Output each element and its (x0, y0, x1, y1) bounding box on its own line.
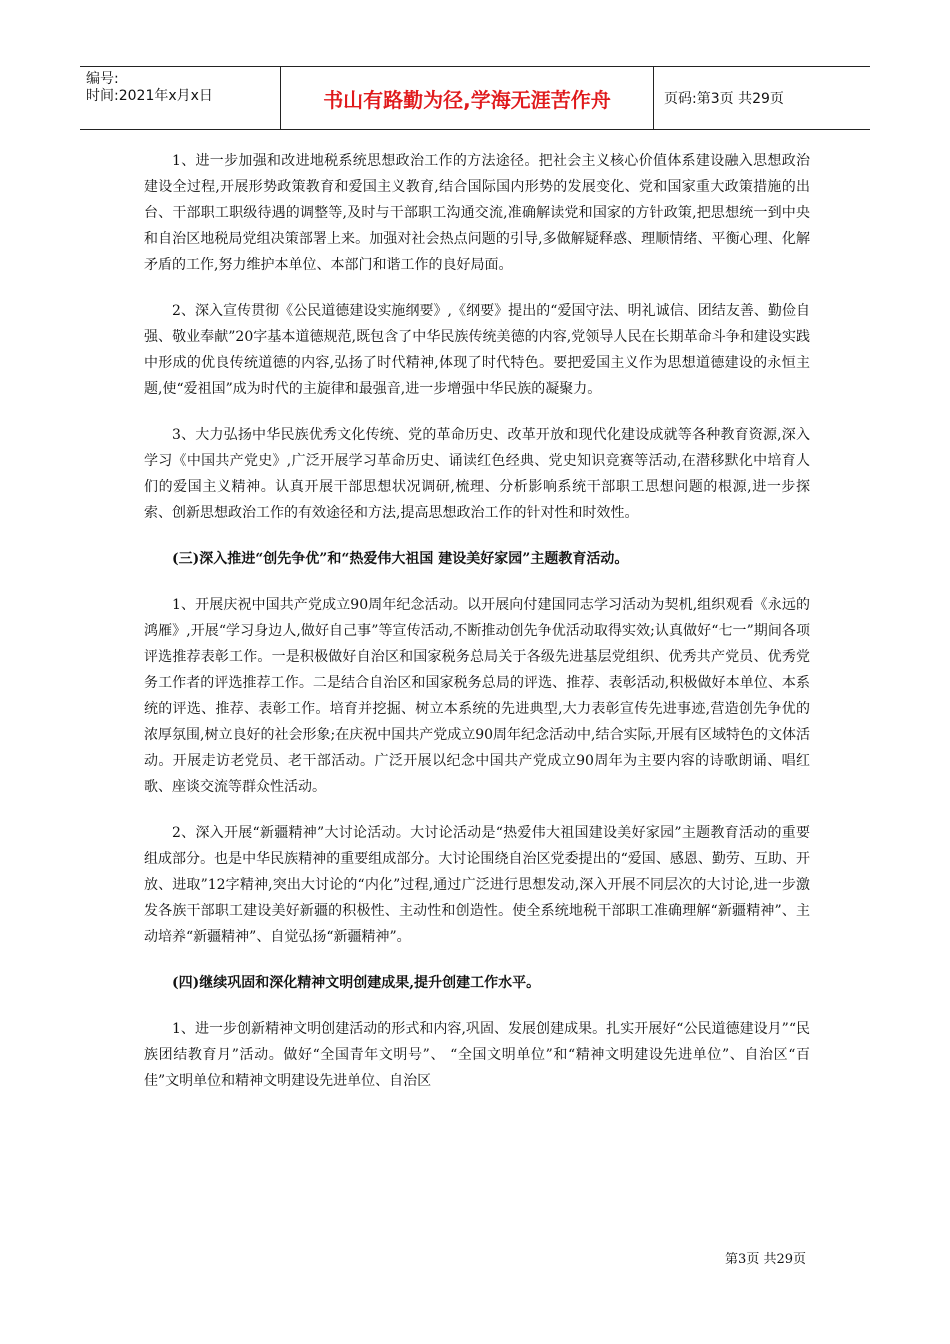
paragraph: 2、深入宣传贯彻《公民道德建设实施纲要》,《纲要》提出的“爱国守法、明礼诚信、团结友善、勤俭自强、敬业奉献”20字基本道德规范,既包含了中华民族传统美德的内容,党领导人民在长期革命斗争和建设实践中形成的优良传统道德的内容,弘扬了时代精神,体现了时代特色。要把爱国主义作为思想道德建设的永恒主题,使“爱祖国”成为时代的主旋律和最强音,进一步增强中华民族的凝聚力。 (144, 303, 810, 397)
paragraph: 2、深入开展“新疆精神”大讨论活动。大讨论活动是“热爱伟大祖国建设美好家园”主题教育活动的重要组成部分。也是中华民族精神的重要组成部分。大讨论围绕自治区党委提出的“爱国、感恩、勤劳、互助、开放、进取”12字精神,突出大讨论的“内化”过程,通过广泛进行思想发动,深入开展不同层次的大讨论,进一步激发各族干部职工建设美好新疆的积极性、主动性和创造性。使全系统地税干部职工准确理解“新疆精神”、主动培养“新疆精神”、自觉弘扬“新疆精神”。 (144, 825, 810, 945)
header-motto: 书山有路勤为径,学海无涯苦作舟 (323, 87, 611, 112)
document-body (144, 148, 810, 1114)
doc-number-label: 编号: (86, 71, 119, 87)
doc-time-label: 时间:2021年x月x日 (86, 88, 213, 104)
page-footer: 第3页 共29页 (725, 1252, 806, 1267)
header-meta (80, 67, 280, 129)
section-heading: (三)深入推进“创先争优”和“热爱伟大祖国 建设美好家园”主题教育活动。 (172, 551, 629, 567)
paragraph: 1、进一步创新精神文明创建活动的形式和内容,巩固、发展创建成果。扎实开展好“公民道德建设月”“民族团结教育月”活动。做好“全国青年文明号”、 “全国文明单位”和“精神文明建设先进单位”、自治区“百佳”文明单位和精神文明建设先进单位、自治区 (144, 1021, 810, 1089)
paragraph: 3、大力弘扬中华民族优秀文化传统、党的革命历史、改革开放和现代化建设成就等各种教育资源,深入学习《中国共产党史》,广泛开展学习革命历史、诵读红色经典、党史知识竞赛等活动,在潜移默化中培育人们的爱国主义精神。认真开展干部思想状况调研,梳理、分析影响系统干部职工思想问题的根源,进一步探索、创新思想政治工作的有效途径和方法,提高思想政治工作的针对性和时效性。 (144, 427, 810, 521)
page-header (80, 66, 870, 130)
paragraph: 1、开展庆祝中国共产党成立90周年纪念活动。以开展向付建国同志学习活动为契机,组织观看《永远的鸿雁》,开展“学习身边人,做好自己事”等宣传活动,不断推动创先争优活动取得实效;认真做好“七一”期间各项评选推荐表彰工作。一是积极做好自治区和国家税务总局关于各级先进基层党组织、优秀共产党员、优秀党务工作者的评选推荐工作。二是结合自治区和国家税务总局的评选、推荐、表彰活动,积极做好本单位、本系统的评选、推荐、表彰工作。培育并挖掘、树立本系统的先进典型,大力表彰宣传先进事迹,营造创先争优的浓厚氛围,树立良好的社会形象;在庆祝中国共产党成立90周年纪念活动中,结合实际,开展有区域特色的文体活动。开展走访老党员、老干部活动。广泛开展以纪念中国共产党成立90周年为主要内容的诗歌朗诵、唱红歌、座谈交流等群众性活动。 (144, 597, 810, 795)
header-page-number: 页码:第3页 共29页 (664, 91, 784, 107)
section-heading: (四)继续巩固和深化精神文明创建成果,提升创建工作水平。 (172, 975, 541, 991)
header-motto-cell (280, 67, 654, 129)
paragraph: 1、进一步加强和改进地税系统思想政治工作的方法途径。把社会主义核心价值体系建设融入思想政治建设全过程,开展形势政策教育和爱国主义教育,结合国际国内形势的发展变化、党和国家重大政策措施的出台、干部职工职级待遇的调整等,及时与干部职工沟通交流,准确解读党和国家的方针政策,把思想统一到中央和自治区地税局党组决策部署上来。加强对社会热点问题的引导,多做解疑释惑、理顺情绪、平衡心理、化解矛盾的工作,努力维护本单位、本部门和谐工作的良好局面。 (144, 153, 810, 273)
